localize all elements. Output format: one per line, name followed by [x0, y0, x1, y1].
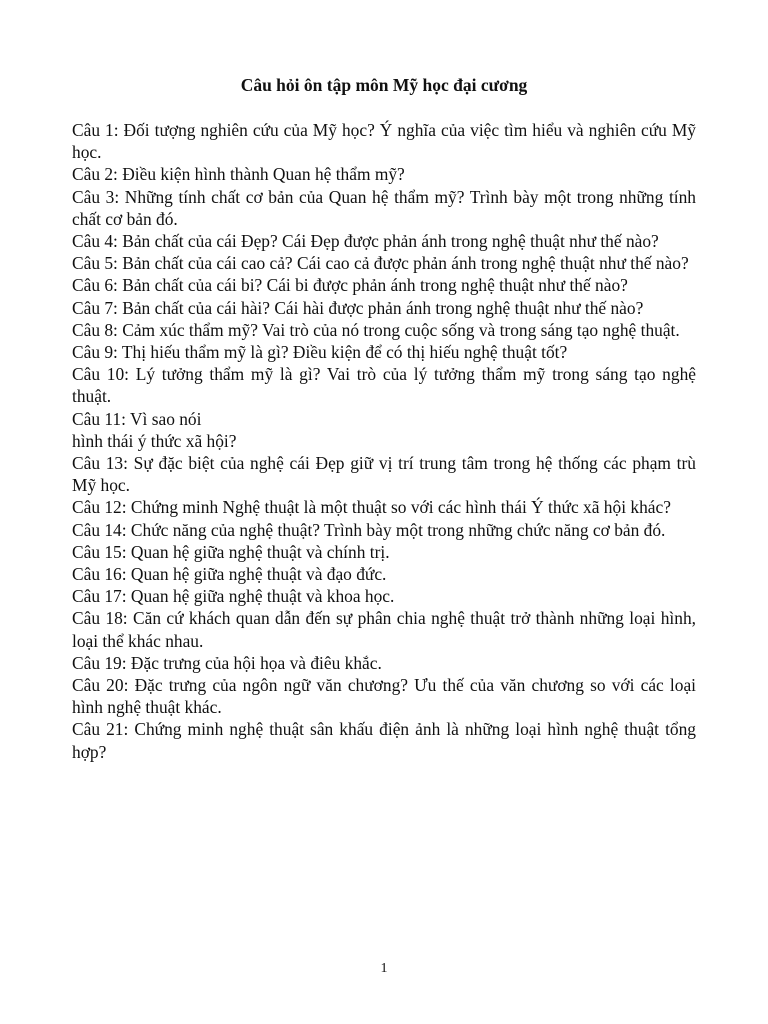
- question-item: Câu 17: Quan hệ giữa nghệ thuật và khoa học.: [72, 586, 395, 607]
- question-item: Câu 12: Chứng minh Nghệ thuật là một thuật so với các hình thái Ý thức xã hội khác?: [72, 497, 671, 518]
- question-item: Câu 3: Những tính chất cơ bản của Quan hệ thẩm mỹ? Trình bày một trong những tính chất cơ bản đó.: [72, 186, 696, 229]
- page-number: 1: [380, 961, 388, 976]
- question-item: Câu 4: Bản chất của cái Đẹp? Cái Đẹp được phản ánh trong nghệ thuật như thế nào?: [72, 231, 659, 252]
- question-item: Câu 6: Bản chất của cái bi? Cái bi được phản ánh trong nghệ thuật như thế nào?: [72, 275, 628, 296]
- question-item: Câu 2: Điều kiện hình thành Quan hệ thẩm mỹ?: [72, 164, 405, 185]
- question-item: Câu 10: Lý tưởng thẩm mỹ là gì? Vai trò của lý tưởng thẩm mỹ trong sáng tạo nghệ thuật.: [72, 364, 696, 407]
- question-item: Câu 13: Sự đặc biệt của nghệ cái Đẹp giữ vị trí trung tâm trong hệ thống các phạm trù Mỹ học.: [72, 453, 696, 496]
- question-item: Câu 14: Chức năng của nghệ thuật? Trình bày một trong những chức năng cơ bản đó.: [72, 519, 666, 540]
- question-item: Câu 8: Cảm xúc thẩm mỹ? Vai trò của nó trong cuộc sống và trong sáng tạo nghệ thuật.: [72, 319, 680, 340]
- question-item: Câu 11: Vì sao nói: [72, 408, 202, 429]
- question-item: Câu 19: Đặc trưng của hội họa và điêu khắc.: [72, 652, 382, 673]
- question-item: Câu 18: Căn cứ khách quan dẫn đến sự phân chia nghệ thuật trở thành những loại hình, loại thể khác nhau.: [72, 608, 696, 651]
- question-item: Câu 16: Quan hệ giữa nghệ thuật và đạo đức.: [72, 564, 387, 585]
- question-item: Câu 15: Quan hệ giữa nghệ thuật và chính trị.: [72, 541, 390, 562]
- document-title: Câu hỏi ôn tập môn Mỹ học đại cương: [240, 75, 528, 95]
- question-item: Câu 9: Thị hiếu thẩm mỹ là gì? Điều kiện để có thị hiếu nghệ thuật tốt?: [72, 342, 568, 363]
- question-item: Câu 20: Đặc trưng của ngôn ngữ văn chương? Ưu thế của văn chương so với các loại hình nghệ thuật khác.: [72, 675, 696, 718]
- question-item: Câu 7: Bản chất của cái hài? Cái hài được phản ánh trong nghệ thuật như thế nào?: [72, 297, 644, 318]
- question-item: hình thái ý thức xã hội?: [72, 430, 237, 451]
- question-list: [72, 119, 696, 763]
- question-item: Câu 5: Bản chất của cái cao cả? Cái cao cả được phản ánh trong nghệ thuật như thế nào?: [72, 253, 689, 274]
- question-item: Câu 21: Chứng minh nghệ thuật sân khấu điện ảnh là những loại hình nghệ thuật tổng hợp?: [72, 719, 696, 762]
- question-item: Câu 1: Đối tượng nghiên cứu của Mỹ học? Ý nghĩa của việc tìm hiểu và nghiên cứu Mỹ học.: [72, 120, 696, 163]
